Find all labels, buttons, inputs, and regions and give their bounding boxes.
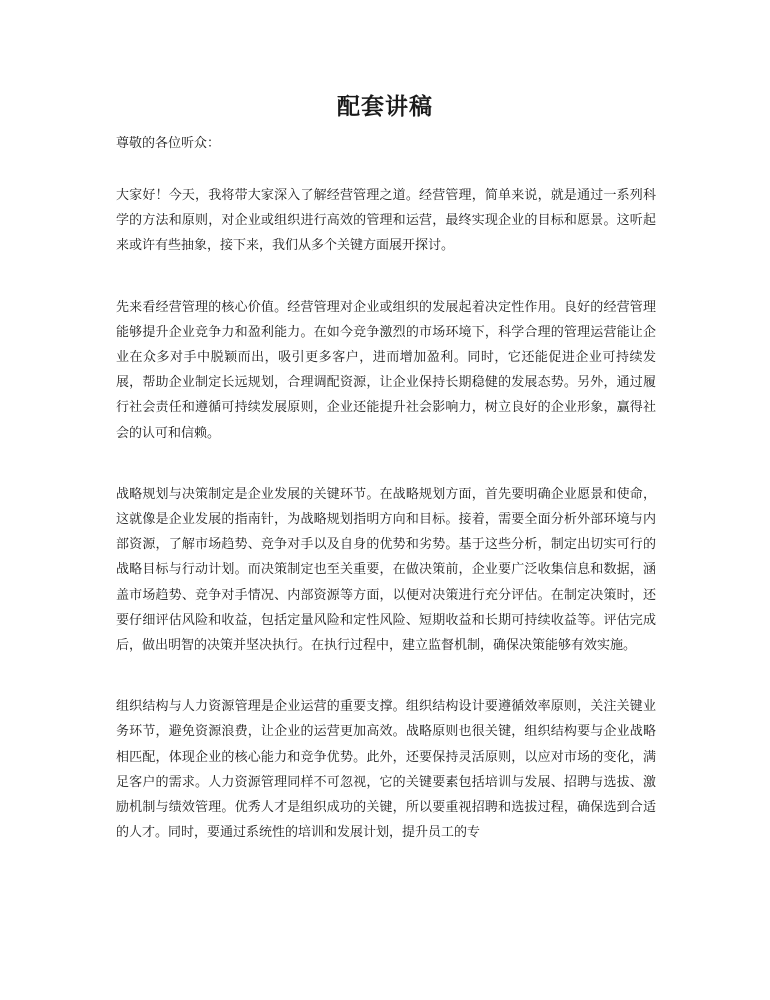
salutation: 尊敬的各位听众： — [116, 136, 221, 151]
document-title: 配套讲稿 — [337, 93, 433, 120]
paragraph-organization: 组织结构与人力资源管理是企业运营的重要支撑。组织结构设计要遵循效率原则，关注关键业务环节，避免资源浪费，让企业的运营更加高效。战略原则也很关键，组织结构要与企业战略相匹配，体现企业的核心能力和竞争优势。此外，还要保持灵活原则，以应对市场的变化，满足客户的需求。人力资源管理同样不可忽视，它的关键要素包括培训与发展、招聘与选拔、激励机制与绩效管理。优秀人才是组织成功的关键，所以要重视招聘和选拔过程，确保选到合适的人才。同时，要通过系统性的培训和发展计划，提升员工的专 — [116, 699, 656, 841]
paragraph-strategy: 战略规划与决策制定是企业发展的关键环节。在战略规划方面，首先要明确企业愿景和使命，这就像是企业发展的指南针，为战略规划指明方向和目标。接着，需要全面分析外部环境与内部资源，了解市场趋势、竞争对手以及自身的优势和劣势。基于这些分析，制定出切实可行的战略目标与行动计划。而决策制定也至关重要，在做决策前，企业要广泛收集信息和数据，涵盖市场趋势、竞争对手情况、内部资源等方面，以便对决策进行充分评估。在制定决策时，还要仔细评估风险和收益，包括定量风险和定性风险、短期收益和长期可持续收益等。评估完成后，做出明智的决策并坚决执行。在执行过程中，建立监督机制，确保决策能够有效实施。 — [116, 486, 656, 654]
document-body — [116, 183, 656, 881]
paragraph-core-value: 先来看经营管理的核心价值。经营管理对企业或组织的发展起着决定性作用。良好的经营管理能够提升企业竞争力和盈利能力。在如今竞争激烈的市场环境下，科学合理的管理运营能让企业在众多对手中脱颖而出，吸引更多客户，进而增加盈利。同时，它还能促进企业可持续发展，帮助企业制定长远规划，合理调配资源，让企业保持长期稳健的发展态势。另外，通过履行社会责任和遵循可持续发展原则，企业还能提升社会影响力，树立良好的企业形象，赢得社会的认可和信赖。 — [116, 299, 656, 441]
paragraph-intro: 大家好！今天，我将带大家深入了解经营管理之道。经营管理，简单来说，就是通过一系列科学的方法和原则，对企业或组织进行高效的管理和运营，最终实现企业的目标和愿景。这听起来或许有些抽象，接下来，我们从多个关键方面展开探讨。 — [116, 188, 656, 254]
